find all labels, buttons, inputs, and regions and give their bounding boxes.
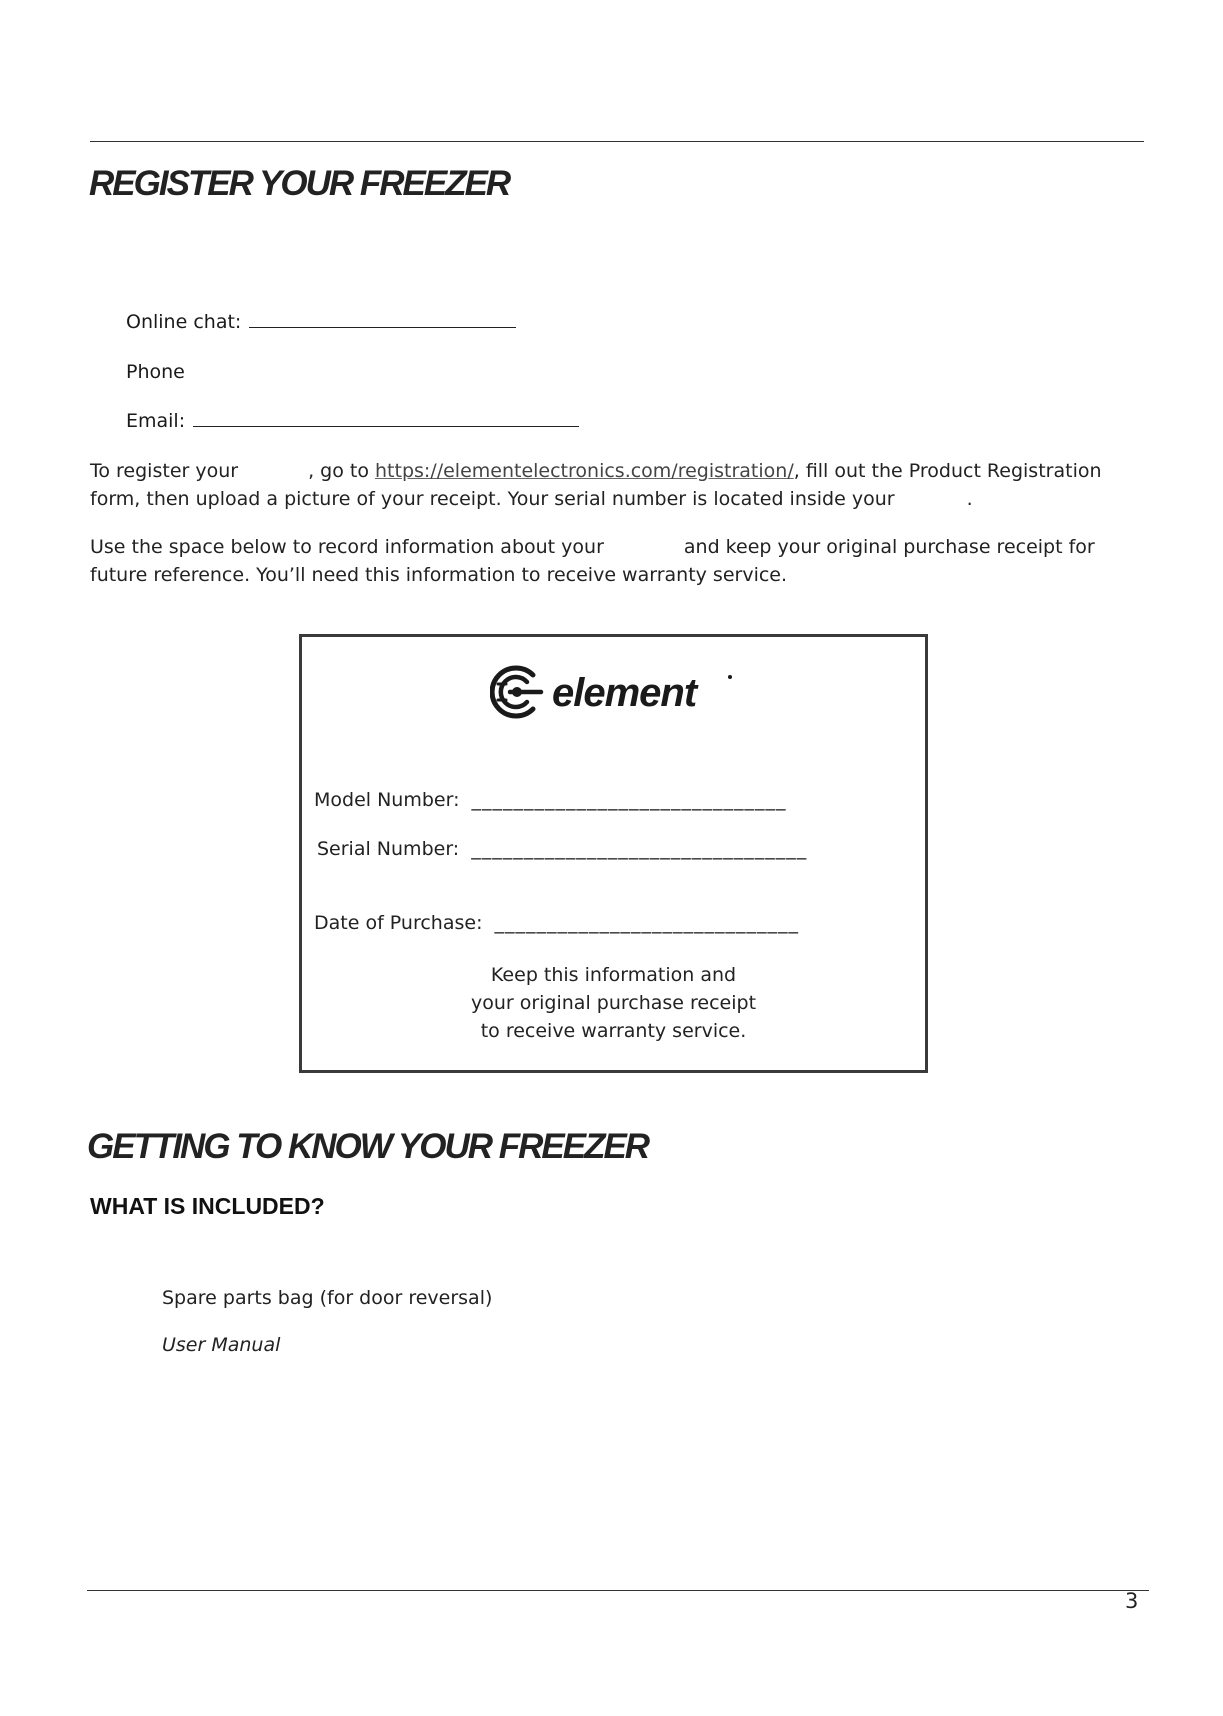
model-number-label: Model Number:	[314, 789, 460, 811]
serial-number-field	[317, 838, 807, 860]
registration-link[interactable]: https://elementelectronics.com/registration/	[375, 460, 794, 482]
email-line	[126, 410, 579, 432]
serial-number-label: Serial Number:	[317, 838, 460, 860]
date-of-purchase-label: Date of Purchase:	[314, 912, 483, 934]
page-number: 3	[1125, 1589, 1139, 1613]
card-note	[302, 961, 925, 1045]
card-note-line: Keep this information and	[490, 964, 737, 986]
reg-text-2: , go to	[308, 460, 375, 482]
what-is-included-heading: WHAT IS INCLUDED?	[90, 1193, 325, 1219]
included-item: User Manual	[162, 1334, 281, 1356]
registration-card	[299, 634, 928, 1073]
card-note-line: to receive warranty service.	[480, 1020, 747, 1042]
getting-to-know-heading: GETTING TO KNOW YOUR FREEZER	[87, 1127, 649, 1166]
top-rule	[90, 141, 1144, 142]
online-chat-blank	[249, 326, 516, 328]
reg-text-1: To register your	[90, 460, 239, 482]
record-text-1: Use the space below to record information about your	[90, 536, 604, 558]
email-blank	[193, 425, 579, 427]
element-logo	[490, 661, 734, 723]
date-of-purchase-blank: _____________________________	[494, 912, 799, 934]
bottom-rule	[87, 1590, 1149, 1591]
record-text-2: and keep your original purchase receipt for future reference. You’ll need this information to receive warranty service.	[90, 536, 1095, 586]
card-note-line: your original purchase receipt	[470, 992, 757, 1014]
model-number-field	[314, 789, 786, 811]
reg-text-3: , fill out the Product Registration form, then upload a picture of your receipt. Your serial number is located inside your	[90, 460, 1102, 510]
email-label: Email:	[126, 410, 186, 432]
registration-paragraph	[90, 457, 1150, 513]
reg-text-4: .	[966, 488, 973, 510]
phone-label: Phone	[126, 361, 185, 383]
record-paragraph	[90, 533, 1150, 589]
register-heading: REGISTER YOUR FREEZER	[89, 164, 510, 203]
element-logo-mark	[492, 668, 541, 716]
serial-number-blank: ________________________________	[471, 838, 808, 860]
online-chat-label: Online chat:	[126, 311, 242, 333]
model-number-blank: ______________________________	[471, 789, 787, 811]
online-chat-line	[126, 311, 516, 333]
date-of-purchase-field	[314, 912, 799, 934]
phone-line	[126, 361, 185, 383]
included-item: Spare parts bag (for door reversal)	[162, 1287, 493, 1309]
element-logo-wordmark: element	[552, 671, 697, 715]
